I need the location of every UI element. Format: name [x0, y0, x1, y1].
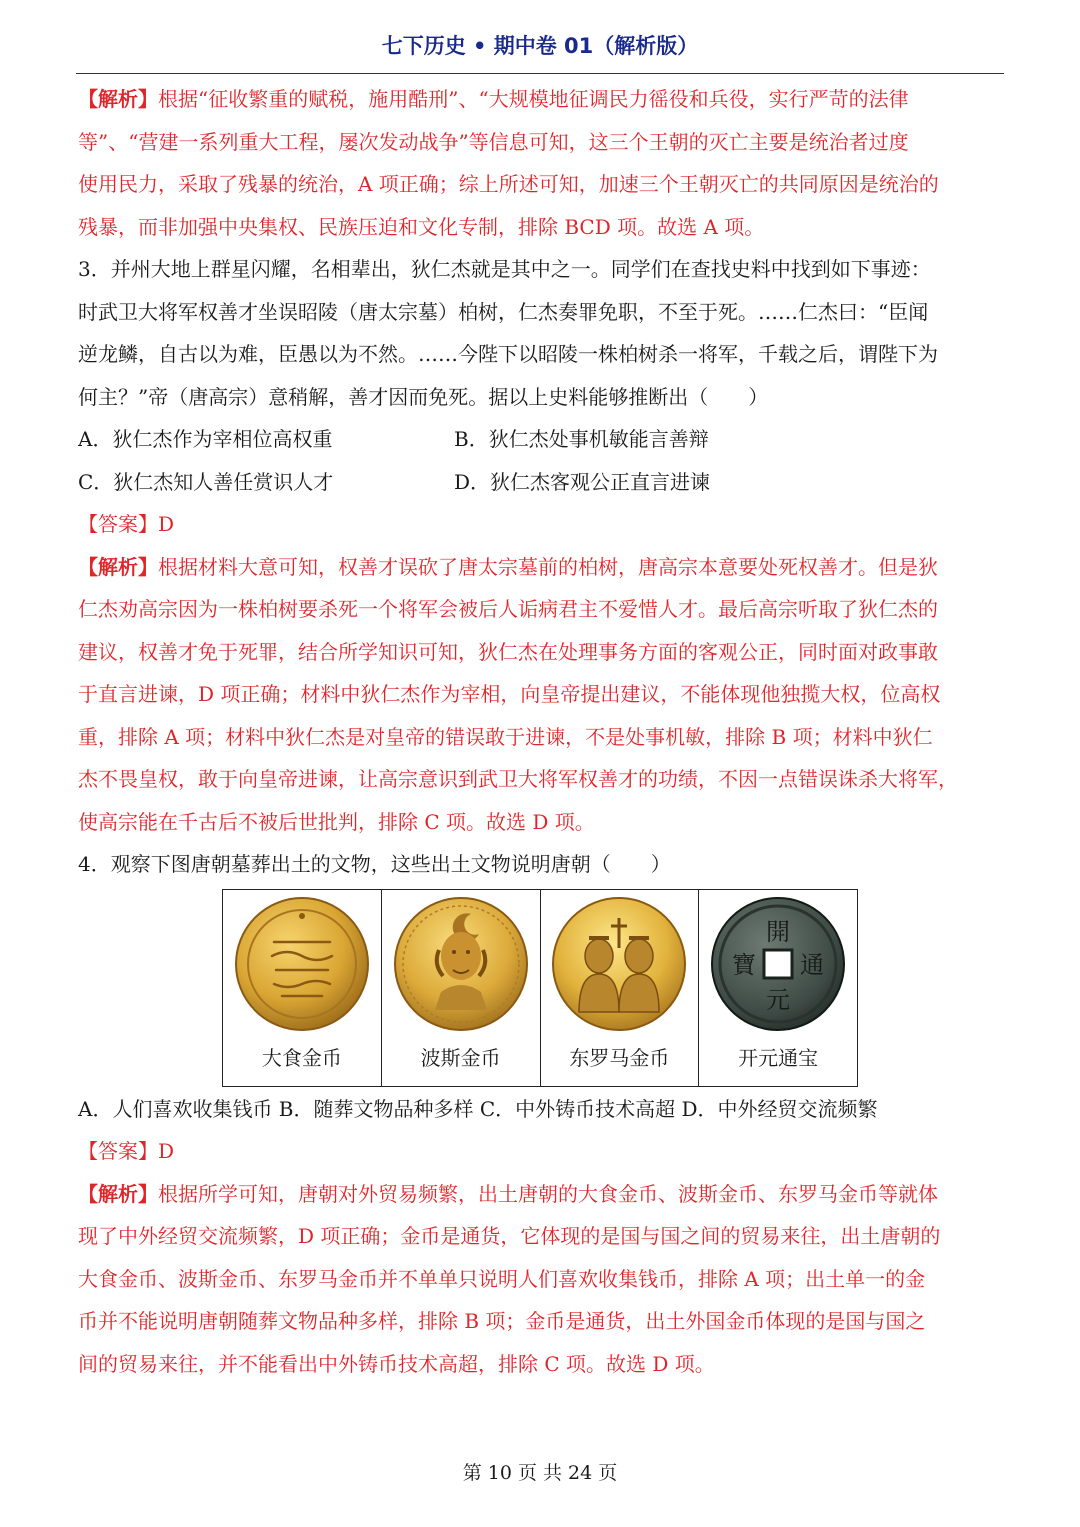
- coin-inscription-right: 通: [800, 950, 825, 979]
- option-b: B．狄仁杰处事机敏能言善辩: [454, 427, 709, 451]
- analysis-line: 间的贸易来往，并不能看出中外铸币技术高超，排除 C 项。故选 D 项。: [78, 1351, 715, 1376]
- question-3: [78, 248, 1004, 843]
- option-a: A．狄仁杰作为宰相位高权重: [78, 427, 333, 451]
- coin-cell: [381, 889, 540, 1086]
- analysis-line: 现了中外经贸交流频繁，D 项正确；金币是通货，它体现的是国与国之间的贸易来往，出土唐朝的: [78, 1224, 941, 1248]
- kaiyuan-bronze-coin-icon: [708, 894, 848, 1034]
- q4-analysis: [78, 1173, 1004, 1386]
- option-d: D．狄仁杰客观公正直言进谏: [454, 469, 711, 494]
- coin-cell: [540, 889, 699, 1086]
- question-line: 4．观察下图唐朝墓葬出土的文物，这些出土文物说明唐朝（ ）: [78, 852, 671, 876]
- analysis-line: 建议，权善才免于死罪，结合所学知识可知，狄仁杰在处理事务方面的客观公正，同时面对政事敢: [78, 639, 938, 664]
- coin-table: [222, 889, 858, 1087]
- analysis-tag: 【解析】: [78, 1181, 158, 1206]
- analysis-line: 仁杰劝高宗因为一株柏树要杀死一个将军会被后人诟病君主不爱惜人才。最后高宗听取了狄仁杰的: [78, 597, 938, 621]
- analysis-line: 根据“征收繁重的赋税，施用酷刑”、“大规模地征调民力徭役和兵役，实行严苛的法律: [158, 87, 909, 111]
- analysis-line: 根据材料大意可知，权善才误砍了唐太宗墓前的柏树，唐高宗本意要处死权善才。但是狄: [158, 554, 938, 579]
- options-line: A．人们喜欢收集钱币 B．随葬文物品种多样 C．中外铸币技术高超 D．中外经贸交流频繁: [78, 1096, 878, 1121]
- options-row: [78, 461, 1004, 504]
- answer: 【答案】D: [78, 512, 175, 536]
- persian-gold-coin-icon: [391, 894, 531, 1034]
- question-line: 时武卫大将军权善才坐误昭陵（唐太宗墓）柏树，仁杰奏罪免职，不至于死。……仁杰曰：“臣闻: [78, 299, 929, 324]
- analysis-line: 根据所学可知，唐朝对外贸易频繁，出土唐朝的大食金币、波斯金币、东罗马金币等就体: [158, 1181, 938, 1206]
- page-title: 七下历史 • 期中卷 01（解析版）: [381, 34, 699, 58]
- coin-label: 大食金币: [261, 1045, 342, 1070]
- header-divider: [76, 73, 1004, 74]
- coin-label: 波斯金币: [420, 1045, 501, 1070]
- coin-inscription-top: 開: [766, 917, 791, 946]
- analysis-line: 使用民力，采取了残暴的统治，A 项正确；综上所述可知，加速三个王朝灭亡的共同原因是统治的: [78, 172, 939, 196]
- analysis-line: 大食金币、波斯金币、东罗马金币并不单单只说明人们喜欢收集钱币，排除 A 项；出土单一的金: [78, 1266, 926, 1291]
- analysis-line: 币并不能说明唐朝随葬文物品种多样，排除 B 项；金币是通货，出土外国金币体现的是国与国之: [78, 1309, 926, 1333]
- question-line: 何主？”帝（唐高宗）意稍解，善才因而免死。据以上史料能够推断出（ ）: [78, 384, 769, 409]
- page-number: 第 10 页 共 24 页: [462, 1462, 618, 1484]
- coin-inscription-bottom: 元: [766, 985, 791, 1014]
- q2-analysis: [78, 78, 1004, 248]
- question-line: 3．并州大地上群星闪耀，名相辈出，狄仁杰就是其中之一。同学们在查找史料中找到如下事迹：: [78, 257, 931, 281]
- analysis-line: 重，排除 A 项；材料中狄仁杰是对皇帝的错误敢于进谏，不是处事机敏，排除 B 项；材料中狄仁: [78, 724, 933, 749]
- analysis-line: 杰不畏皇权，敢于向皇帝进谏，让高宗意识到武卫大将军权善才的功绩，不因一点错误诛杀大将军，: [78, 767, 958, 791]
- coin-inscription-left: 寶: [732, 950, 757, 979]
- analysis-line: 等”、“营建一系列重大工程，屡次发动战争”等信息可知，这三个王朝的灭亡主要是统治者过度: [78, 129, 909, 154]
- byzantine-gold-coin-icon: [549, 894, 689, 1034]
- coin-figure: [222, 889, 858, 1087]
- analysis-line: 于直言进谏，D 项正确；材料中狄仁杰作为宰相，向皇帝提出建议，不能体现他独揽大权，位高权: [78, 682, 941, 706]
- options-row: [78, 418, 1004, 461]
- analysis-line: 使高宗能在千古后不被后世批判，排除 C 项。故选 D 项。: [78, 809, 595, 834]
- question-4: [78, 843, 1004, 1385]
- analysis-tag: 【解析】: [78, 87, 158, 111]
- coin-label: 开元通宝: [738, 1045, 819, 1070]
- answer: 【答案】D: [78, 1139, 175, 1163]
- gold-dinar-coin-icon: [232, 894, 372, 1034]
- coin-cell: [699, 889, 858, 1086]
- coin-cell: [223, 889, 382, 1086]
- coin-label: 东罗马金币: [569, 1045, 670, 1070]
- analysis-line: 残暴，而非加强中央集权、民族压迫和文化专制，排除 BCD 项。故选 A 项。: [78, 214, 765, 239]
- analysis-tag: 【解析】: [78, 554, 158, 579]
- document-body: [78, 78, 1004, 1385]
- option-c: C．狄仁杰知人善任赏识人才: [78, 469, 334, 494]
- question-line: 逆龙鳞，自古以为难，臣愚以为不然。……今陛下以昭陵一株柏树杀一将军，千载之后，谓陛下为: [78, 342, 938, 366]
- q3-analysis: [78, 546, 1004, 844]
